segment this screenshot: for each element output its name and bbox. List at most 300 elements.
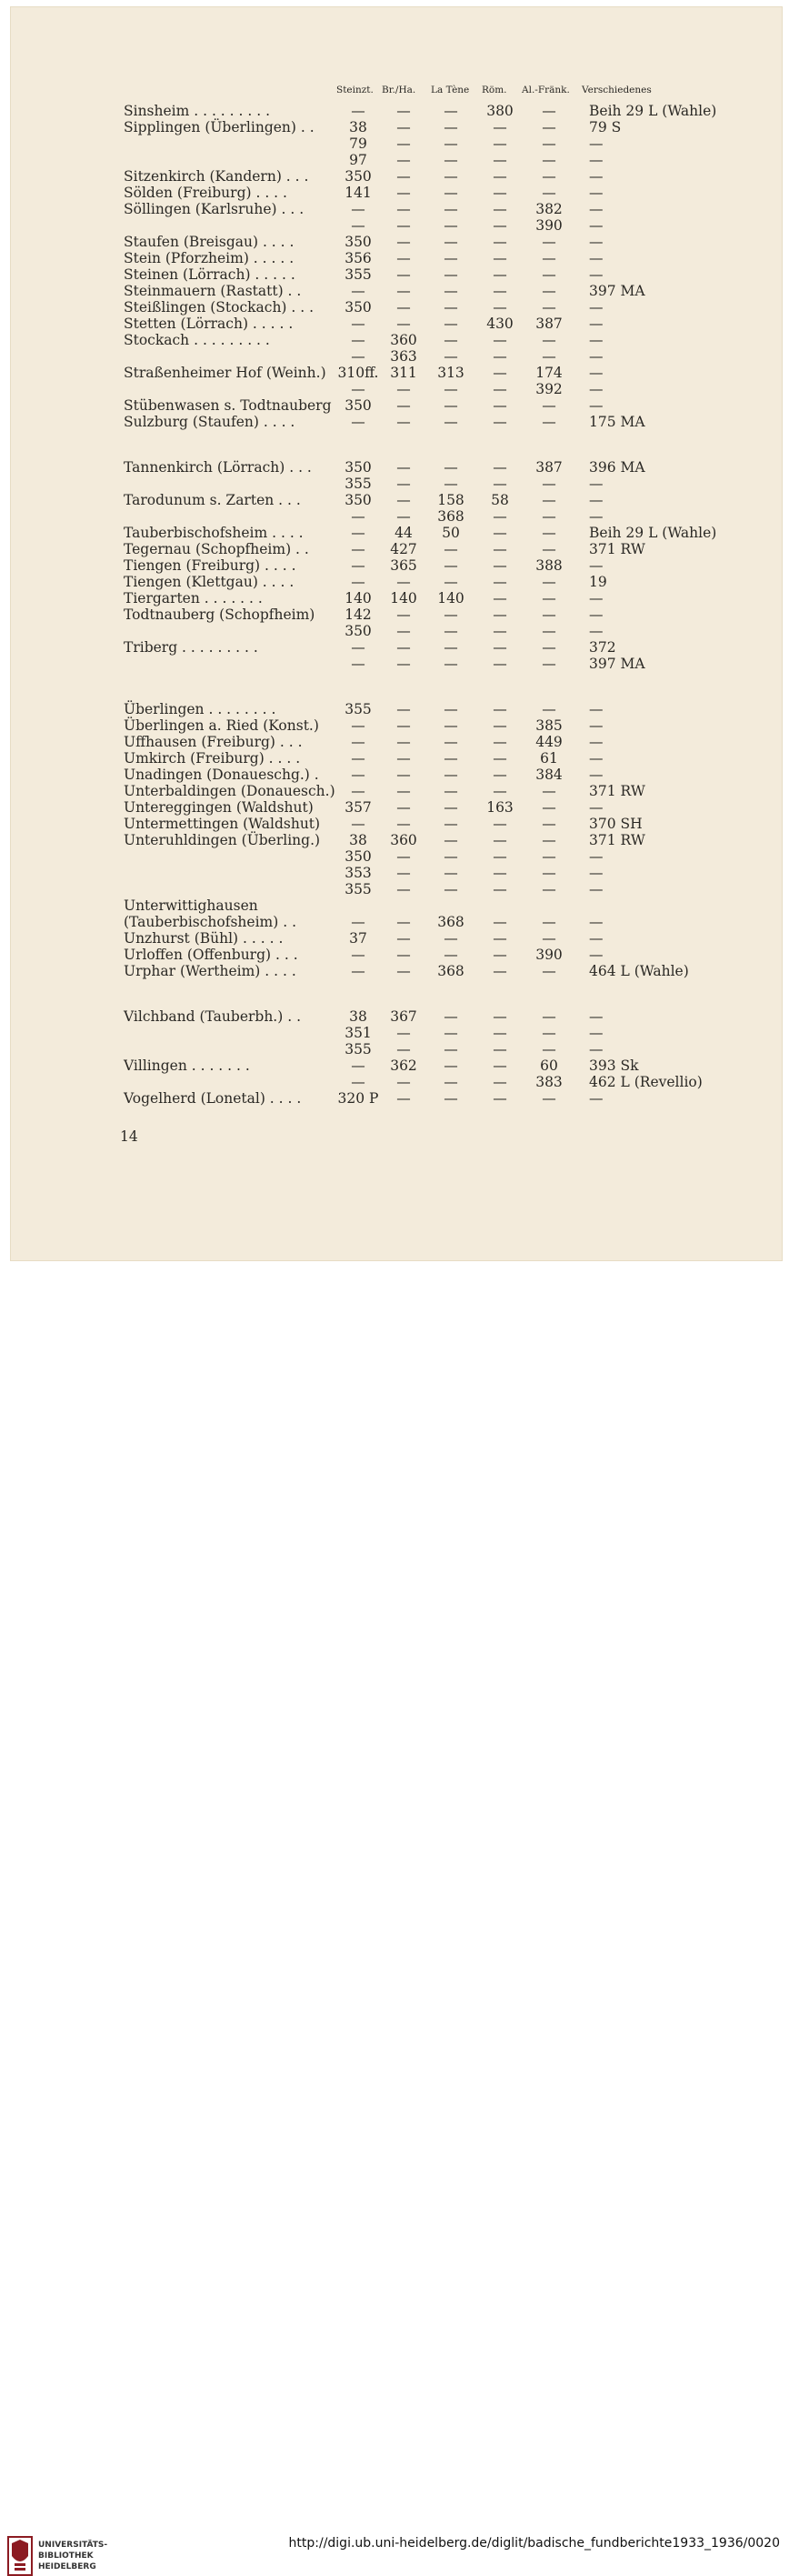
place-name: Tannenkirch (Lörrach) . . . (124, 459, 312, 476)
misc-cell: 397 MA (589, 283, 645, 299)
place-name: Triberg . . . . . . . . . (124, 639, 258, 656)
place-name: Vilchband (Tauberbh.) . . (124, 1008, 301, 1025)
period-cell: — (493, 816, 507, 832)
period-cell: — (493, 590, 507, 606)
place-name: Unadingen (Donaueschg.) . (124, 767, 319, 783)
misc-cell: — (589, 799, 604, 816)
period-cell: 140 (437, 590, 464, 606)
period-cell: 351 (345, 1025, 372, 1041)
page-number: 14 (120, 1128, 138, 1145)
period-cell: 58 (491, 492, 509, 508)
period-cell: 363 (390, 348, 417, 365)
period-cell: — (444, 639, 458, 656)
period-cell: — (396, 299, 411, 316)
period-cell: 350 (345, 168, 372, 185)
period-cell: — (444, 1025, 458, 1041)
misc-cell: 464 L (Wahle) (589, 963, 689, 979)
misc-cell: — (589, 397, 604, 414)
period-cell: — (542, 881, 556, 897)
period-cell: — (444, 397, 458, 414)
period-cell: — (493, 557, 507, 574)
period-cell: 449 (535, 734, 563, 750)
period-cell: — (351, 381, 365, 397)
place-name: Umkirch (Freiburg) . . . . (124, 750, 301, 767)
period-cell: — (396, 656, 411, 672)
misc-cell: — (589, 1025, 604, 1041)
place-name: Steinen (Lörrach) . . . . . (124, 266, 295, 283)
period-cell: — (493, 734, 507, 750)
period-cell: — (542, 914, 556, 930)
period-cell: — (542, 397, 556, 414)
period-cell: — (396, 201, 411, 217)
period-cell: — (444, 557, 458, 574)
period-cell: 350 (345, 492, 372, 508)
period-cell: — (351, 783, 365, 799)
period-cell: 350 (345, 848, 372, 865)
place-name: Villingen . . . . . . . (124, 1057, 250, 1074)
place-name: Unteruhldingen (Überling.) (124, 832, 321, 848)
misc-cell: — (589, 590, 604, 606)
period-cell: — (351, 574, 365, 590)
period-cell: — (444, 266, 458, 283)
place-name: Unterbaldingen (Donauesch.) (124, 783, 335, 799)
period-cell: — (493, 348, 507, 365)
column-header: Al.-Fränk. (522, 85, 570, 95)
period-cell: 387 (535, 459, 563, 476)
period-cell: 38 (349, 119, 367, 135)
place-name: Urphar (Wertheim) . . . . (124, 963, 296, 979)
period-cell: 365 (390, 557, 417, 574)
misc-cell: Beih 29 L (Wahle) (589, 525, 717, 541)
viewer-footer (0, 1264, 789, 2571)
misc-cell: — (589, 1090, 604, 1107)
period-cell: — (351, 1074, 365, 1090)
period-cell: — (444, 414, 458, 430)
misc-cell: — (589, 750, 604, 767)
period-cell: — (444, 1008, 458, 1025)
period-cell: — (542, 930, 556, 947)
period-cell: — (542, 283, 556, 299)
period-cell: — (396, 1090, 411, 1107)
misc-cell: — (589, 476, 604, 492)
period-cell: — (542, 656, 556, 672)
misc-cell: — (589, 701, 604, 717)
period-cell: — (444, 168, 458, 185)
misc-cell: — (589, 217, 604, 234)
period-cell: — (444, 201, 458, 217)
period-cell: — (542, 250, 556, 266)
misc-cell: — (589, 348, 604, 365)
misc-cell: — (589, 623, 604, 639)
period-cell: — (396, 476, 411, 492)
scan-area (0, 0, 789, 1264)
period-cell: — (542, 623, 556, 639)
misc-cell: — (589, 881, 604, 897)
period-cell: — (351, 734, 365, 750)
place-name: Stetten (Lörrach) . . . . . (124, 316, 294, 332)
period-cell: — (493, 283, 507, 299)
misc-cell: — (589, 316, 604, 332)
period-cell: — (493, 152, 507, 168)
period-cell: — (542, 574, 556, 590)
misc-cell: — (589, 717, 604, 734)
period-cell: — (493, 947, 507, 963)
place-name: Untermettingen (Waldshut) (124, 816, 321, 832)
period-cell: — (444, 750, 458, 767)
period-cell: — (396, 639, 411, 656)
period-cell: — (396, 119, 411, 135)
period-cell: 313 (437, 365, 464, 381)
period-cell: — (396, 283, 411, 299)
period-cell: — (396, 1041, 411, 1057)
place-name: Unterwittighausen (124, 897, 258, 914)
library-name-line3: HEIDELBERG (38, 2562, 96, 2571)
period-cell: 38 (349, 832, 367, 848)
period-cell: 390 (535, 217, 563, 234)
period-cell: — (351, 201, 365, 217)
period-cell: 350 (345, 234, 372, 250)
period-cell: — (444, 799, 458, 816)
place-name: Straßenheimer Hof (Weinh.) (124, 365, 326, 381)
place-name: Staufen (Breisgau) . . . . (124, 234, 295, 250)
period-cell: — (444, 135, 458, 152)
period-cell: — (542, 606, 556, 623)
period-cell: 368 (437, 914, 464, 930)
period-cell: 44 (394, 525, 413, 541)
period-cell: — (493, 201, 507, 217)
period-cell: 427 (390, 541, 417, 557)
misc-cell: — (589, 250, 604, 266)
period-cell: — (444, 1041, 458, 1057)
library-name-line1: UNIVERSITÄTS- (38, 2541, 108, 2550)
period-cell: — (493, 508, 507, 525)
period-cell: — (396, 848, 411, 865)
misc-cell: — (589, 168, 604, 185)
period-cell: — (493, 541, 507, 557)
period-cell: — (542, 1008, 556, 1025)
period-cell: — (493, 250, 507, 266)
period-cell: 390 (535, 947, 563, 963)
period-cell: — (493, 1041, 507, 1057)
period-cell: — (351, 816, 365, 832)
period-cell: — (396, 135, 411, 152)
period-cell: 430 (486, 316, 514, 332)
period-cell: — (493, 783, 507, 799)
period-cell: — (493, 459, 507, 476)
period-cell: — (542, 492, 556, 508)
period-cell: 355 (345, 1041, 372, 1057)
period-cell: 368 (437, 508, 464, 525)
period-cell: — (396, 492, 411, 508)
period-cell: — (396, 103, 411, 119)
period-cell: — (542, 848, 556, 865)
period-cell: — (493, 914, 507, 930)
period-cell: 382 (535, 201, 563, 217)
period-cell: — (444, 947, 458, 963)
place-name: Untereggingen (Waldshut) (124, 799, 314, 816)
period-cell: — (396, 701, 411, 717)
period-cell: — (444, 865, 458, 881)
period-cell: — (493, 266, 507, 283)
period-cell: — (396, 947, 411, 963)
period-cell: — (542, 541, 556, 557)
period-cell: 140 (390, 590, 417, 606)
period-cell: — (493, 1074, 507, 1090)
period-cell: 353 (345, 865, 372, 881)
period-cell: — (493, 234, 507, 250)
place-name: Überlingen . . . . . . . . (124, 701, 276, 717)
period-cell: 50 (442, 525, 460, 541)
period-cell: 356 (345, 250, 372, 266)
period-cell: — (396, 234, 411, 250)
period-cell: — (396, 930, 411, 947)
period-cell: — (396, 185, 411, 201)
period-cell: — (351, 963, 365, 979)
period-cell: — (493, 1057, 507, 1074)
period-cell: — (444, 119, 458, 135)
period-cell: 350 (345, 459, 372, 476)
place-name: Stockach . . . . . . . . . (124, 332, 270, 348)
period-cell: — (396, 783, 411, 799)
period-cell: — (444, 217, 458, 234)
misc-cell: 175 MA (589, 414, 645, 430)
place-name: Überlingen a. Ried (Konst.) (124, 717, 319, 734)
period-cell: — (493, 119, 507, 135)
period-cell: 140 (345, 590, 372, 606)
period-cell: — (542, 234, 556, 250)
misc-cell: — (589, 848, 604, 865)
period-cell: 350 (345, 623, 372, 639)
period-cell: — (396, 816, 411, 832)
period-cell: — (493, 1090, 507, 1107)
misc-cell: — (589, 381, 604, 397)
period-cell: — (493, 881, 507, 897)
period-cell: — (396, 914, 411, 930)
period-cell: — (444, 185, 458, 201)
period-cell: 320 P (337, 1090, 379, 1107)
period-cell: — (493, 832, 507, 848)
misc-cell: — (589, 332, 604, 348)
period-cell: — (493, 217, 507, 234)
period-cell: — (396, 168, 411, 185)
period-cell: 158 (437, 492, 464, 508)
period-cell: — (542, 525, 556, 541)
period-cell: — (396, 767, 411, 783)
period-cell: — (396, 381, 411, 397)
period-cell: — (493, 717, 507, 734)
misc-cell: — (589, 914, 604, 930)
period-cell: — (542, 832, 556, 848)
period-cell: — (542, 799, 556, 816)
period-cell: — (351, 316, 365, 332)
period-cell: — (396, 717, 411, 734)
place-name: Sipplingen (Überlingen) . . (124, 119, 315, 135)
period-cell: — (396, 865, 411, 881)
misc-cell: — (589, 734, 604, 750)
period-cell: — (542, 168, 556, 185)
period-cell: — (396, 734, 411, 750)
period-cell: — (493, 574, 507, 590)
column-header: Steinzt. (336, 85, 374, 95)
period-cell: 355 (345, 266, 372, 283)
period-cell: — (351, 639, 365, 656)
period-cell: — (444, 332, 458, 348)
place-name: Sinsheim . . . . . . . . . (124, 103, 271, 119)
source-url-link[interactable]: http://digi.ub.uni-heidelberg.de/diglit/badische_fundberichte1933_1936/0020 (288, 2536, 780, 2551)
period-cell: — (542, 1090, 556, 1107)
place-name: Sitzenkirch (Kandern) . . . (124, 168, 309, 185)
misc-cell: — (589, 606, 604, 623)
period-cell: 362 (390, 1057, 417, 1074)
period-cell: — (444, 783, 458, 799)
period-cell: — (396, 250, 411, 266)
period-cell: — (493, 701, 507, 717)
period-cell: — (396, 623, 411, 639)
period-cell: — (396, 1074, 411, 1090)
period-cell: — (542, 639, 556, 656)
period-cell: — (396, 397, 411, 414)
period-cell: — (444, 1074, 458, 1090)
period-cell: — (542, 1041, 556, 1057)
university-seal-icon (7, 2536, 33, 2576)
period-cell: 38 (349, 1008, 367, 1025)
period-cell: 360 (390, 832, 417, 848)
misc-cell: — (589, 492, 604, 508)
misc-cell: 397 MA (589, 656, 645, 672)
place-name: Urloffen (Offenburg) . . . (124, 947, 298, 963)
period-cell: — (396, 459, 411, 476)
period-cell: — (444, 234, 458, 250)
period-cell: — (351, 508, 365, 525)
period-cell: — (351, 217, 365, 234)
period-cell: — (396, 963, 411, 979)
misc-cell: — (589, 508, 604, 525)
period-cell: — (542, 152, 556, 168)
period-cell: — (493, 1025, 507, 1041)
period-cell: — (444, 574, 458, 590)
misc-cell: — (589, 1008, 604, 1025)
period-cell: — (444, 734, 458, 750)
period-cell: — (351, 767, 365, 783)
period-cell: 357 (345, 799, 372, 816)
place-name: Sulzburg (Staufen) . . . . (124, 414, 295, 430)
period-cell: — (444, 103, 458, 119)
period-cell: — (396, 574, 411, 590)
period-cell: — (444, 299, 458, 316)
period-cell: — (444, 348, 458, 365)
period-cell: — (493, 332, 507, 348)
place-name: Vogelherd (Lonetal) . . . . (124, 1090, 302, 1107)
misc-cell: 371 RW (589, 832, 645, 848)
period-cell: — (444, 816, 458, 832)
period-cell: 367 (390, 1008, 417, 1025)
period-cell: — (493, 606, 507, 623)
period-cell: — (493, 397, 507, 414)
period-cell: — (493, 185, 507, 201)
period-cell: — (351, 914, 365, 930)
period-cell: — (396, 1025, 411, 1041)
place-name: Steißlingen (Stockach) . . . (124, 299, 315, 316)
period-cell: 388 (535, 557, 563, 574)
column-header: Röm. (482, 85, 507, 95)
period-cell: — (351, 1057, 365, 1074)
period-cell: — (493, 365, 507, 381)
period-cell: — (542, 299, 556, 316)
period-cell: 392 (535, 381, 563, 397)
period-cell: — (444, 717, 458, 734)
period-cell: — (542, 963, 556, 979)
period-cell: 380 (486, 103, 514, 119)
place-name: Tegernau (Schopfheim) . . (124, 541, 309, 557)
period-cell: — (351, 332, 365, 348)
misc-cell: — (589, 365, 604, 381)
period-cell: — (493, 656, 507, 672)
period-cell: — (542, 266, 556, 283)
period-cell: 163 (486, 799, 514, 816)
place-name: Todtnauberg (Schopfheim) (124, 606, 315, 623)
period-cell: — (444, 381, 458, 397)
period-cell: 310ff. (337, 365, 379, 381)
period-cell: — (396, 414, 411, 430)
column-header: La Tène (431, 85, 470, 95)
period-cell: — (444, 832, 458, 848)
period-cell: — (444, 656, 458, 672)
period-cell: — (351, 348, 365, 365)
place-name: (Tauberbischofsheim) . . (124, 914, 296, 930)
period-cell: 360 (390, 332, 417, 348)
period-cell: 141 (345, 185, 372, 201)
period-cell: 355 (345, 476, 372, 492)
misc-cell: — (589, 767, 604, 783)
period-cell: — (396, 750, 411, 767)
period-cell: — (396, 508, 411, 525)
period-cell: — (542, 185, 556, 201)
period-cell: — (493, 623, 507, 639)
place-name: Söllingen (Karlsruhe) . . . (124, 201, 305, 217)
period-cell: — (351, 541, 365, 557)
period-cell: — (542, 332, 556, 348)
place-name: Tiengen (Klettgau) . . . . (124, 574, 295, 590)
period-cell: — (444, 606, 458, 623)
place-name: Tarodunum s. Zarten . . . (124, 492, 301, 508)
period-cell: — (396, 217, 411, 234)
period-cell: — (542, 119, 556, 135)
period-cell: — (396, 606, 411, 623)
period-cell: — (493, 168, 507, 185)
period-cell: — (493, 381, 507, 397)
misc-cell: — (589, 234, 604, 250)
period-cell: 37 (349, 930, 367, 947)
period-cell: — (542, 701, 556, 717)
misc-cell: 393 Sk (589, 1057, 639, 1074)
misc-cell: — (589, 930, 604, 947)
misc-cell: — (589, 201, 604, 217)
period-cell: — (444, 541, 458, 557)
period-cell: 384 (535, 767, 563, 783)
misc-cell: 396 MA (589, 459, 645, 476)
misc-cell: — (589, 557, 604, 574)
period-cell: — (444, 848, 458, 865)
period-cell: — (493, 299, 507, 316)
period-cell: — (396, 881, 411, 897)
period-cell: — (493, 476, 507, 492)
period-cell: — (396, 152, 411, 168)
misc-cell: — (589, 185, 604, 201)
period-cell: — (542, 135, 556, 152)
period-cell: 355 (345, 701, 372, 717)
misc-cell: — (589, 152, 604, 168)
period-cell: — (493, 135, 507, 152)
